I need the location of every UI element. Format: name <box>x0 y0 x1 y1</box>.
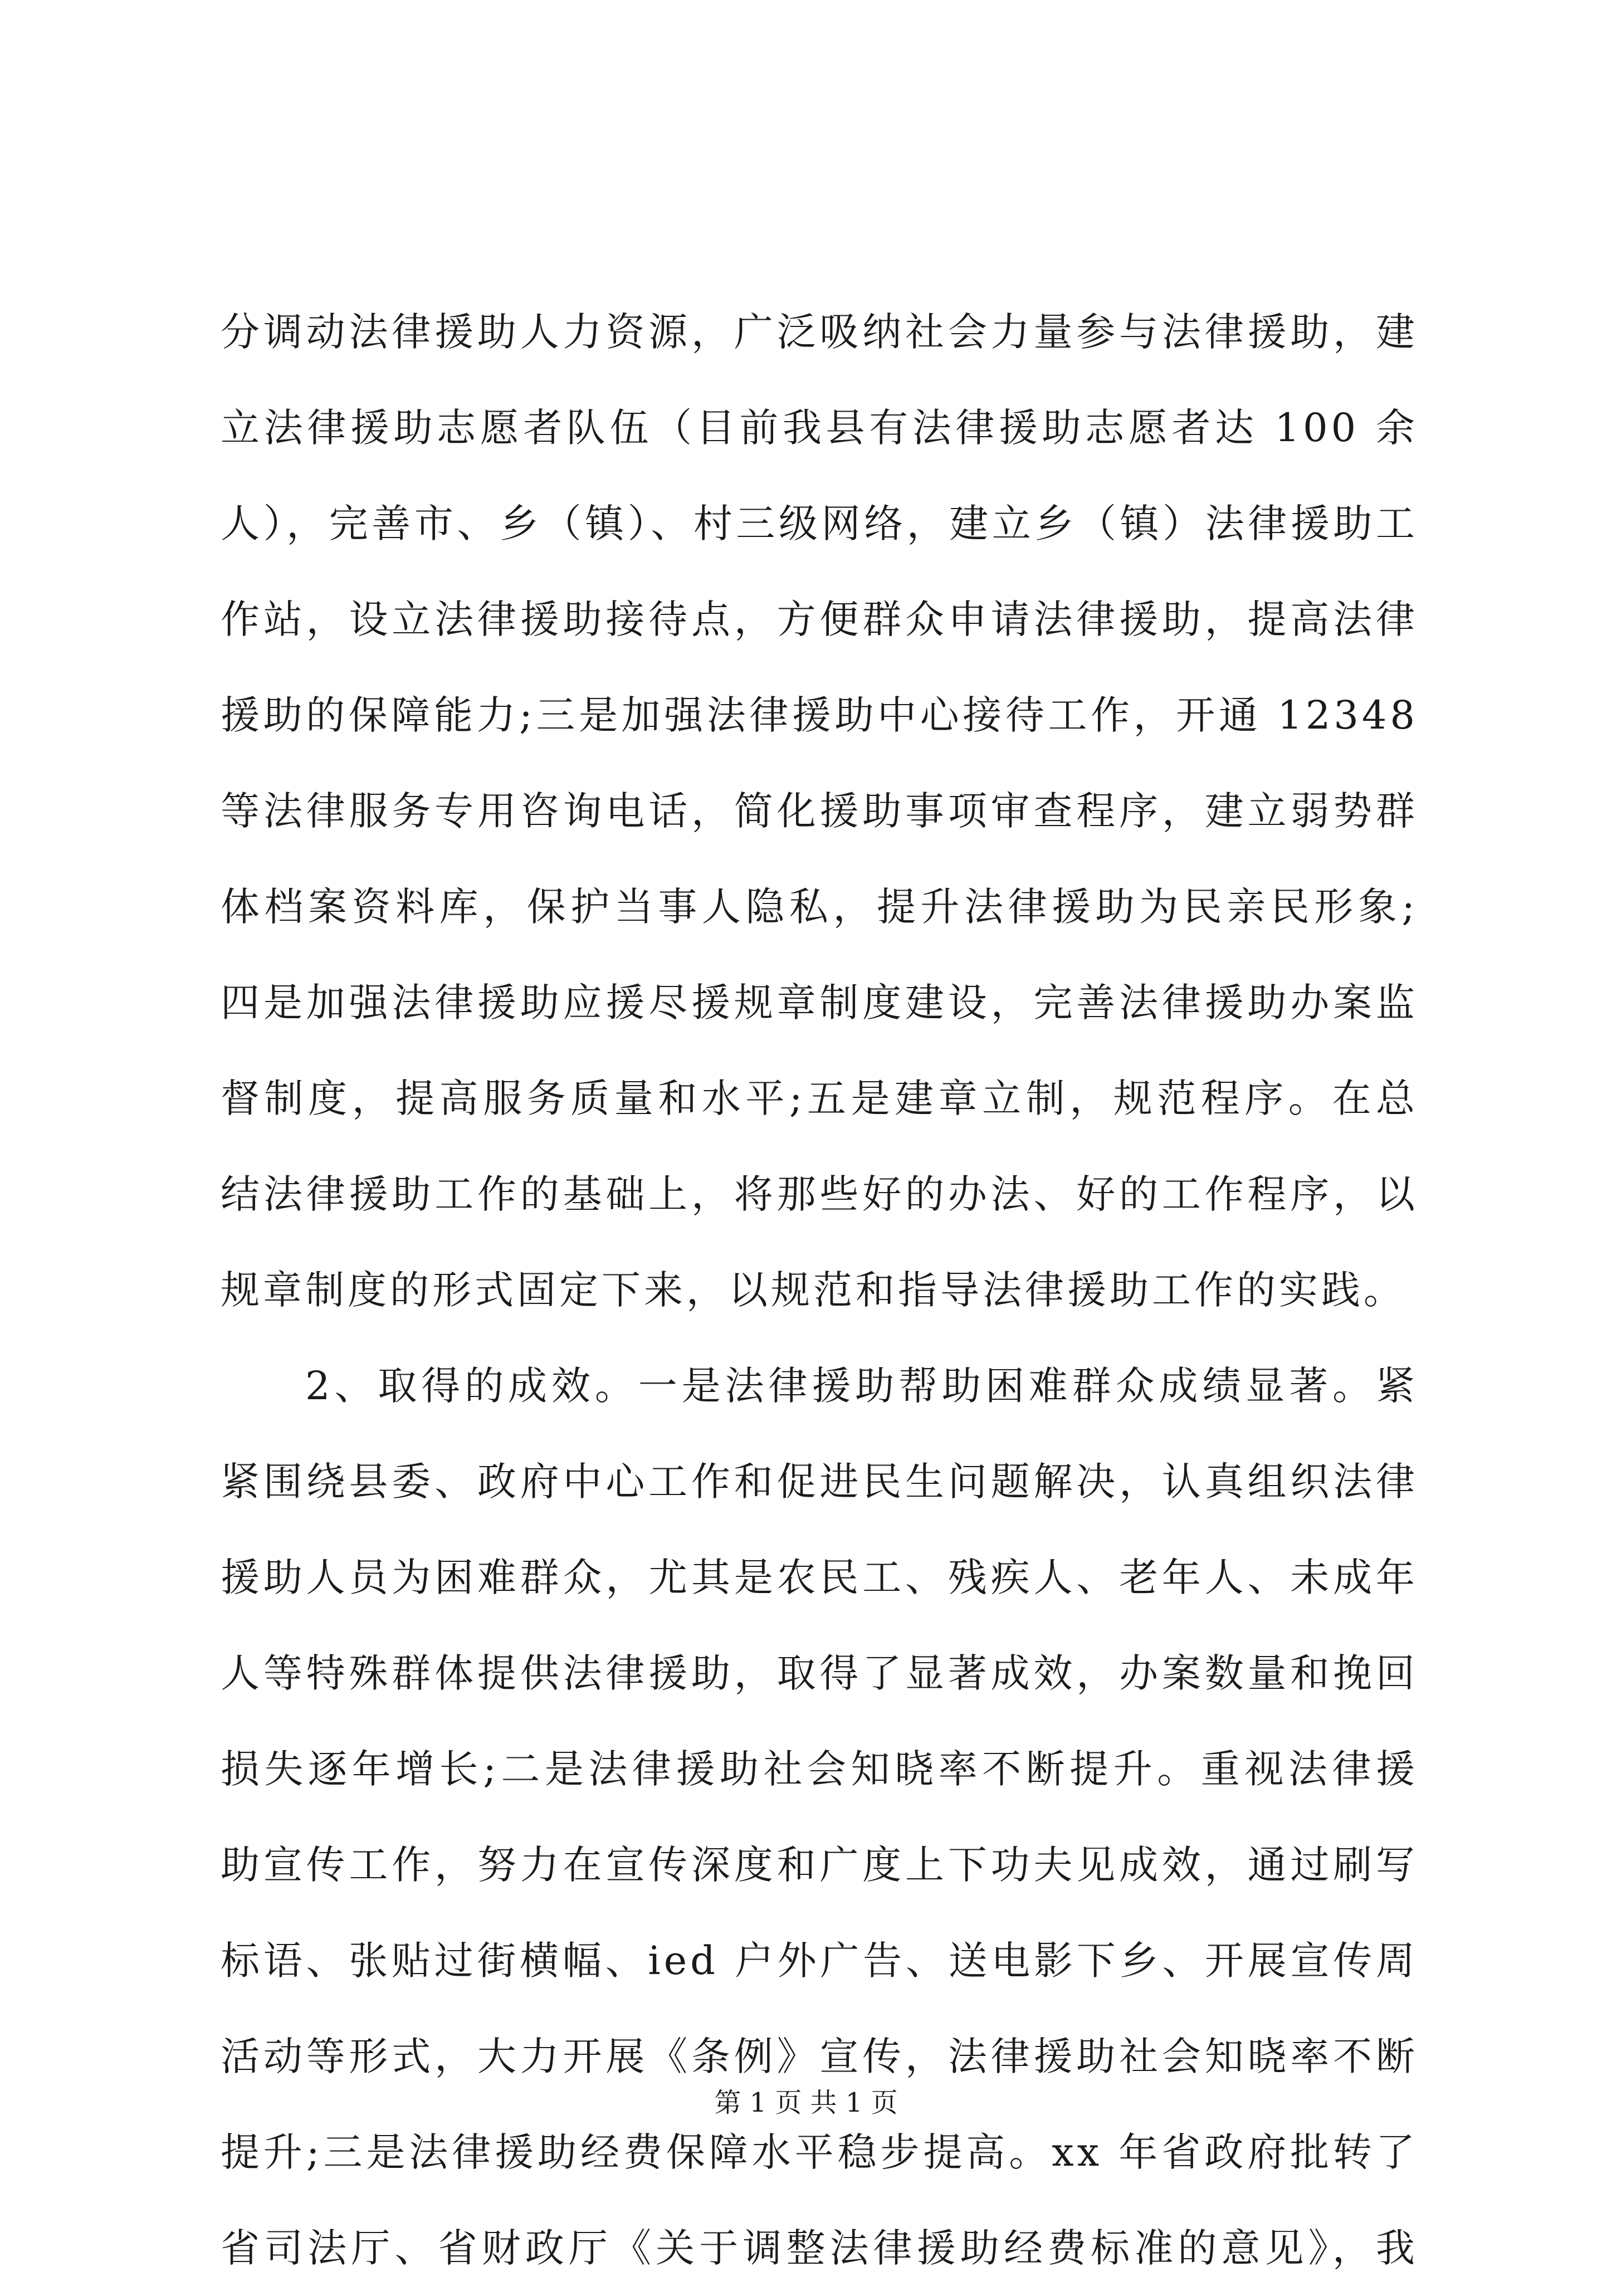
text-line: 助宣传工作，努力在宣传深度和广度上下功夫见成效，通过刷写 <box>221 1842 1418 1888</box>
text-line: 分调动法律援助人力资源，广泛吸纳社会力量参与法律援助，建 <box>221 309 1418 355</box>
text-line: 四是加强法律援助应援尽援规章制度建设，完善法律援助办案监 <box>221 980 1418 1025</box>
page-number-label: 第 1 页 共 1 页 <box>714 2087 898 2118</box>
text-line: 人等特殊群体提供法律援助，取得了显著成效，办案数量和挽回 <box>221 1650 1418 1696</box>
body-text <box>221 284 1418 2296</box>
text-line: 活动等形式，大力开展《条例》宣传，法律援助社会知晓率不断 <box>221 2034 1418 2079</box>
text-line: 损失逐年增长;二是法律援助社会知晓率不断提升。重视法律援 <box>221 1746 1418 1792</box>
text-line: 标语、张贴过街横幅、ied 户外广告、送电影下乡、开展宣传周 <box>221 1938 1418 1984</box>
page-footer <box>0 2083 1612 2122</box>
text-line: 作站，设立法律援助接待点，方便群众申请法律援助，提高法律 <box>221 597 1418 642</box>
text-line: 等法律服务专用咨询电话，简化援助事项审查程序，建立弱势群 <box>221 788 1418 834</box>
text-line: 紧围绕县委、政府中心工作和促进民生问题解决，认真组织法律 <box>221 1459 1418 1504</box>
text-line: 立法律援助志愿者队伍（目前我县有法律援助志愿者达 100 余 <box>221 405 1418 451</box>
text-line: 人），完善市、乡（镇）、村三级网络，建立乡（镇）法律援助工 <box>221 501 1418 546</box>
text-line: 体档案资料库，保护当事人隐私，提升法律援助为民亲民形象; <box>221 884 1418 930</box>
text-line: 提升;三是法律援助经费保障水平稳步提高。xx 年省政府批转了 <box>221 2129 1418 2175</box>
text-line: 援助人员为困难群众，尤其是农民工、残疾人、老年人、未成年 <box>221 1555 1418 1600</box>
text-line: 规章制度的形式固定下来，以规范和指导法律援助工作的实践。 <box>221 1267 1406 1313</box>
text-line: 督制度，提高服务质量和水平;五是建章立制，规范程序。在总 <box>221 1076 1418 1121</box>
text-line: 援助的保障能力;三是加强法律援助中心接待工作，开通 12348 <box>221 692 1418 738</box>
text-line: 结法律援助工作的基础上，将那些好的办法、好的工作程序，以 <box>221 1171 1418 1217</box>
text-line: 省司法厅、省财政厅《关于调整法律援助经费标准的意见》，我 <box>221 2225 1418 2271</box>
text-line: 2、取得的成效。一是法律援助帮助困难群众成绩显著。紧 <box>305 1363 1418 1409</box>
